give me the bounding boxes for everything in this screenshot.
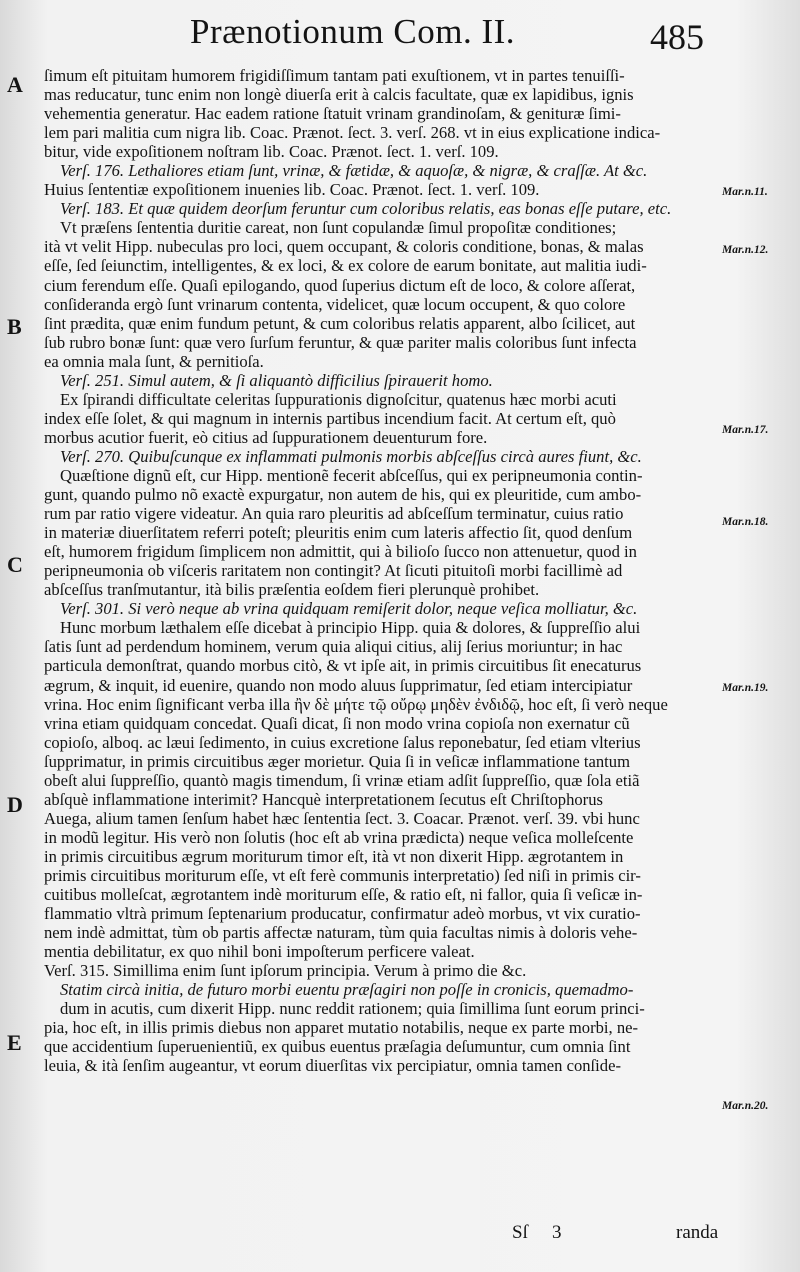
text-line: in modũ legitur. His verò non ſolutis (hoc eſt ab vrina prædicta) neque veſica molleſcente xyxy=(44,827,634,847)
text-line: dum in acutis, cum dixerit Hipp. nunc reddit rationem; quia ſimillima ſunt eorum princi- xyxy=(60,999,645,1019)
margin-letter-c: C xyxy=(7,552,23,577)
catchword: randa xyxy=(676,1222,719,1243)
text-line: Vt præſens ſententia duritie careat, non ſunt copulandæ ſimul propoſitæ conditiones; xyxy=(60,218,617,238)
text-line: in primis circuitibus ægrum moriturum timor eſt, ità vt non dixerit Hipp. ægrotantem in xyxy=(44,846,624,866)
text-line: mas reducatur, tunc enim non longè diuerſa erit à calcis facultate, quæ ex lapidibus, ignis xyxy=(44,85,634,105)
text-block xyxy=(44,66,720,1095)
text-line: obeſt alui ſuppreſſio, quantò magis timendum, ſi vrinæ etiam adſit ſuppreſſio, quæ ſola etiã xyxy=(44,770,640,790)
text-line: particula demonſtrat, quando morbus citò, & vt ipſe ait, in primis circuitibus ſit enecaturus xyxy=(44,656,642,676)
signature-mark: Sſ xyxy=(512,1222,528,1243)
text-line xyxy=(44,1075,720,1094)
text-line: cuitibus molleſcat, ægrotantem indè moriturum eſſe, & ratio eſt, ni fallor, quia ſi veſicæ in- xyxy=(44,885,643,905)
text-line: conſideranda ergò ſunt vrinarum contenta, videlicet, quæ locum occupent, & quo colore xyxy=(44,294,626,314)
text-line: flammatio vltrà primum ſeptenarium producatur, confirmatur adeò morbus, vt vix curatio- xyxy=(44,904,641,924)
text-line: bitur, vide expoſitionem noſtram lib. Coac. Prænot. ſect. 1. verſ. 109. xyxy=(44,142,499,162)
margin-ref-5: Mar.n.19. xyxy=(722,682,769,694)
text-line: Ex ſpirandi difficultate celeritas ſuppurationis dignoſcitur, quatenus hæc morbi acuti xyxy=(60,389,617,409)
text-line: ità vt velit Hipp. nubeculas pro loci, quem occupant, & coloris conditione, bonas, & malas xyxy=(44,237,644,257)
text-line: eſſe, ſed ſeiunctim, intelligentes, & ex loci, & ex colore de earum bonitate, aut malitia iudi- xyxy=(44,256,647,276)
text-line: peripneumonia ob viſceris raritatem non contingit? At ſicuti pituitoſi morbi facillimè ad xyxy=(44,561,623,581)
text-line: eſt, humorem frigidum ſimplicem non admittit, qui à bilioſo ſucco non attenuetur, quod in xyxy=(44,542,637,562)
verse-heading: Statim circà initia, de futuro morbi euentu præſagiri non poſſe in cronicis, quemadmo- xyxy=(60,980,634,1000)
text-line: ſimum eſt pituitam humorem frigidiſſimum tantam pati exuſtionem, vt in partes tenuiſſi- xyxy=(44,66,625,85)
text-line: ſub rubro bonæ ſunt: quæ vero ſurſum feruntur, & quæ pariter malis coloribus ſunt infecta xyxy=(44,332,637,352)
text-line: ægrum, & inquit, id euenire, quando non modo aluus ſupprimatur, ſed etiam intercipiatur xyxy=(44,675,633,695)
text-line: ſatis ſunt ad perdendum hominem, verum quia aliqui citius, alij ſerius moriuntur; in hac xyxy=(44,637,623,657)
text-line: Quæſtione dignũ eſt, cur Hipp. mentionẽ fecerit abſceſſus, qui ex peripneumonia contin- xyxy=(60,465,643,485)
text-line: Hunc morbum læthalem eſſe dicebat à principio Hipp. quia & dolores, & ſuppreſſio alui xyxy=(60,618,641,638)
text-line: abſquè inflammatione interimit? Hancquè interpretationem ſecutus eſt Chriſtophorus xyxy=(44,789,603,809)
text-line: abſceſſus tranſmutantur, ità bilis præſentia eoſdem fieri plerunquè prohibet. xyxy=(44,580,540,600)
text-line: ea omnia mala ſunt, & pernitioſa. xyxy=(44,351,264,371)
verse-heading: Verſ. 270. Quibuſcunque ex inflammati pulmonis morbis abſceſſus circà aures fiunt, &c. xyxy=(60,446,642,466)
text-line: Huius ſententiæ expoſitionem inuenies lib. Coac. Prænot. ſect. 1. verſ. 109. xyxy=(44,180,540,200)
text-line: cium ferendum eſſe. Quaſi epilogando, quod ſuperius dictum eſt de loco, & colore aſſerat, xyxy=(44,275,636,295)
text-line: primis circuitibus moriturum eſſe, vt eſt ferè communis interpretatio) ſed niſi in primis cir- xyxy=(44,865,641,885)
text-line: leuia, & ità ſenſim augeantur, vt eorum diuerſitas vix percipiatur, omnia tamen conſide- xyxy=(44,1056,621,1076)
margin-ref-6: Mar.n.20. xyxy=(722,1100,769,1112)
text-line: Verſ. 315. Simillima enim ſunt ipſorum principia. Verum à primo die &c. xyxy=(44,961,527,981)
verse-heading: Verſ. 183. Et quæ quidem deorſum feruntur cum coloribus relatis, eas bonas eſſe putare, etc. xyxy=(60,199,672,219)
text-line: pia, hoc eſt, in illis primis diebus non apparet mutatio notabilis, neque ex parte morbi, ne- xyxy=(44,1018,639,1038)
margin-ref-4: Mar.n.18. xyxy=(722,516,769,528)
text-line: mentia debilitatur, ex quo nihil boni impoſterum perficere valeat. xyxy=(44,942,475,962)
text-line: rum par ratio vigere videatur. An quia raro pleuritis ad abſceſſum terminatur, cuius ratio xyxy=(44,504,624,524)
verse-heading: Verſ. 176. Lethaliores etiam ſunt, vrinæ, & fætidæ, & aquoſæ, & nigræ, & craſſæ. At &c. xyxy=(60,161,648,181)
verse-heading: Verſ. 251. Simul autem, & ſi aliquantò difficilius ſpirauerit homo. xyxy=(60,370,493,390)
text-line: lem pari malitia cum nigra lib. Coac. Prænot. ſect. 3. verſ. 268. vt in eius explicatione indica- xyxy=(44,123,661,143)
margin-letter-a: A xyxy=(7,72,23,97)
margin-letter-d: D xyxy=(7,792,23,817)
text-line: morbus acutior fuerit, eò citius ad ſuppurationem deuenturum fore. xyxy=(44,427,488,447)
text-line: nem indè admittat, tùm ob partis affectæ naturam, tùm quia facultas nimis à doloris vehe- xyxy=(44,923,638,943)
margin-ref-1: Mar.n.11. xyxy=(722,186,768,198)
text-line: ſint prædita, quæ enim fundum petunt, & cum coloribus relatis apparent, albo ſcilicet, aut xyxy=(44,313,636,333)
text-line: vrina. Hoc enim ſignificant verba illa ἢν δὲ μήτε τῷ οὔρῳ μηδὲν ἐνδιδῷ, hoc eſt, ſi verò neque xyxy=(44,694,668,714)
text-line: copioſo, alboq. ac læui ſedimento, in cuius excretione ſalus reponebatur, ſed etiam vlterius xyxy=(44,732,641,752)
text-line: vrina etiam quidquam concedat. Quaſi dicat, ſi non modo vrina copioſa non exernatur cũ xyxy=(44,713,630,733)
margin-letter-e: E xyxy=(7,1030,22,1055)
running-title: Prænotionum Com. II. xyxy=(190,12,516,51)
text-line: Auega, alium tamen ſenſum habet hæc ſententia ſect. 3. Coacar. Prænot. verſ. 39. vbi hunc xyxy=(44,808,640,828)
margin-letter-b: B xyxy=(7,314,22,339)
text-line: in materiæ diuerſitatem referri poteſt; pleuritis enim cum lateris affectio ſit, quod denſum xyxy=(44,523,633,543)
text-line: gunt, quando pulmo nõ exactè expurgatur, non autem de his, qui ex pleuritide, cum ambo- xyxy=(44,485,642,505)
page-number: 485 xyxy=(650,17,704,57)
margin-ref-2: Mar.n.12. xyxy=(722,244,769,256)
margin-ref-3: Mar.n.17. xyxy=(722,424,769,436)
text-line: que accidentium ſuperuenientiũ, ex quibus euentus præſagia deſumuntur, cum omnia ſint xyxy=(44,1037,631,1057)
text-line: ſupprimatur, in primis circuitibus æger morietur. Quia ſi in veſicæ inflammatione tantum xyxy=(44,751,630,771)
verse-heading: Verſ. 301. Si verò neque ab vrina quidquam remiſerit dolor, neque veſica molliatur, &c. xyxy=(60,599,638,619)
text-line: vehementia generatur. Hac eadem ratione ſtatuit vrinam grandinoſam, & genituræ ſimi- xyxy=(44,104,621,124)
signature-number: 3 xyxy=(552,1222,562,1243)
text-line: index eſſe ſolet, & qui magnum in internis partibus incendium facit. At certum eſt, quò xyxy=(44,408,616,428)
